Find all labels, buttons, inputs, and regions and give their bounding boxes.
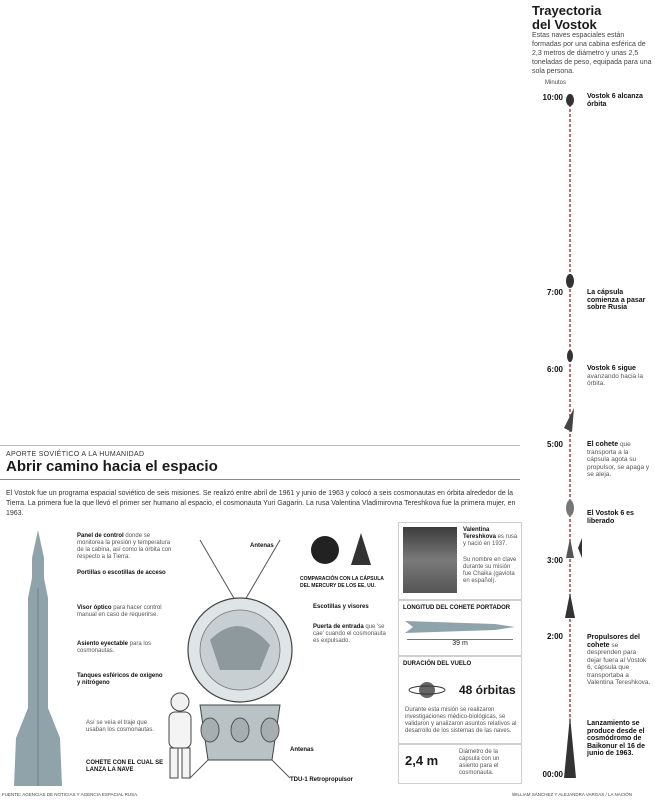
flight-duration-text: Durante esta misión se realizaron investigaciones médico-biológicas, se validaron y analizaron asuntos relativos al desarrollo de los sistemas de las naves.: [405, 707, 517, 734]
label-retro: TDU-1 Retropropulsor: [290, 777, 353, 783]
label-antennas-top: Antenas: [250, 543, 274, 549]
separated-booster-icon: [578, 528, 582, 558]
label-ejection-seat: Asiento eyectable para los cosmonautas.: [77, 641, 152, 654]
tick-3: 3:00: [546, 556, 563, 565]
event-advancing: Vostok 6 sigue avanzando hacia la órbita.: [587, 365, 644, 387]
tick-2: 2:00: [546, 632, 563, 641]
footer-source: FUENTE: AGENCIAS DE NOTICIAS Y AGENCIA ESPACIAL RUSA.: [2, 792, 139, 797]
orbit-icon: [407, 677, 447, 703]
capsule-icon-10: [566, 94, 574, 106]
mercury-comparison-caption: COMPARACIÓN CON LA CÁPSULA DEL MERCURY DE LOS EE. UU.: [300, 576, 384, 589]
title-rule: [0, 479, 520, 480]
event-launch: Lanzamiento se produce desde el cosmódromo de Baikonur el 16 de junio de 1963.: [587, 720, 645, 757]
label-suit: Así se veía el traje que usaban los cosmonautas.: [86, 720, 155, 733]
label-antennas-bottom: Antenas: [290, 747, 314, 753]
rocket-icon-2: [565, 593, 575, 618]
tick-0: 00:00: [542, 770, 563, 779]
article-kicker: APORTE SOVIÉTICO A LA HUMANIDAD: [6, 451, 145, 458]
header-rule: [0, 445, 520, 446]
capsule-icon-7: [566, 274, 574, 288]
rocket-length-box: [398, 600, 522, 656]
valentina-box: [398, 522, 522, 600]
trajectory-title: Trayectoria del Vostok: [532, 3, 602, 32]
flight-duration-box: [398, 656, 522, 744]
launch-rocket-icon: [564, 716, 576, 778]
valentina-codename: Su nombre en clave durante su misión fue Chaika (gaviota en español).: [463, 557, 517, 584]
label-control-panel: Panel de control donde se monitorea la presión y temperatura de la cabina, así como la órbita con respecto a la Tierra.: [77, 533, 172, 560]
label-optical-visor: Visor óptico para hacer control manual en caso de requerirse.: [77, 605, 162, 618]
flight-duration-title: DURACIÓN DEL VUELO: [403, 661, 472, 667]
footer: [0, 792, 655, 800]
event-rocket-off: El cohete que transporta a la cápsula agota su propulsor, se apaga y se aleja.: [587, 441, 650, 478]
tick-7: 7:00: [546, 288, 563, 297]
orbits-count: 48 órbitas: [459, 683, 516, 697]
rocket-stage-icon: [564, 408, 574, 432]
trajectory-description: Estas naves espaciales están formadas por una cabina esférica de 2,3 metros de diámetro y unas 2,5 toneladas de peso, equipada para una sola persona.: [532, 32, 652, 75]
label-entry-door: Puerta de entrada que 'se cae' cuando el cosmonauta es expulsado.: [313, 624, 386, 644]
footer-credit: WILLIAM SÁNCHEZ Y ALEJANDRA VARGAS / LA NACIÓN: [512, 792, 633, 797]
label-tanks: Tanques esféricos de oxígeno y nitrógeno: [77, 673, 163, 686]
mercury-comparison-illustration: [305, 525, 385, 575]
article-intro: El Vostok fue un programa espacial soviético de seis misiones. Se realizó entre abril de 1961 y junio de 1963 y colocó a seis cosmonautas en órbita alrededor de la Tierra. La primera fue la que llevó el primer ser humano al espacio, el cosmonauta Yuri Gagarin. La rusa Valentina Vladimirovna Tereshkova fue la primera mujer, en 1963.: [6, 490, 516, 517]
tick-5: 5:00: [546, 440, 563, 449]
rocket-caption: COHETE CON EL CUAL SE LANZA LA NAVE: [86, 760, 164, 773]
article-title: Abrir camino hacia el espacio: [6, 458, 218, 475]
vostok-release-icon: [566, 500, 574, 516]
event-orbit: Vostok 6 alcanza órbita: [587, 93, 643, 108]
rocket-icon-3: [566, 538, 574, 558]
capsule-icon-6: [567, 350, 573, 362]
trajectory-path-graphic: [560, 88, 582, 788]
event-boosters: Propulsores del cohete se desprenden para dejar fuera al Vostok 6, cápsula que transportaba a Valentina Tereshkova.: [587, 634, 651, 686]
tick-10: 10:00: [542, 93, 563, 102]
minutes-label: Minutos: [545, 80, 567, 86]
label-hatches: Portillas o escotillas de acceso: [77, 570, 166, 576]
valentina-photo: [403, 527, 457, 593]
capsule-diameter-box: [398, 744, 522, 784]
cosmonaut-suit-illustration: [160, 690, 200, 782]
rocket-length-value: 39 m: [407, 639, 513, 647]
label-hatches-visors: Escotillas y visores: [313, 604, 369, 610]
rocket-length-title: LONGITUD DEL COHETE PORTADOR: [403, 605, 511, 611]
rocket-length-graphic: [405, 617, 517, 637]
tick-6: 6:00: [546, 365, 563, 374]
vostok-rocket-illustration: [8, 528, 68, 790]
event-released: El Vostok 6 es liberado: [587, 510, 634, 525]
diameter-text: Diámetro de la cápsula con un asiento para el cosmonauta.: [459, 749, 500, 776]
valentina-bio: Valentina Tereshkova es rusa y nació en 1937.: [463, 527, 518, 547]
event-over-russia: La cápsula comienza a pasar sobre Rusia: [587, 289, 646, 311]
diameter-value: 2,4 m: [405, 753, 439, 768]
